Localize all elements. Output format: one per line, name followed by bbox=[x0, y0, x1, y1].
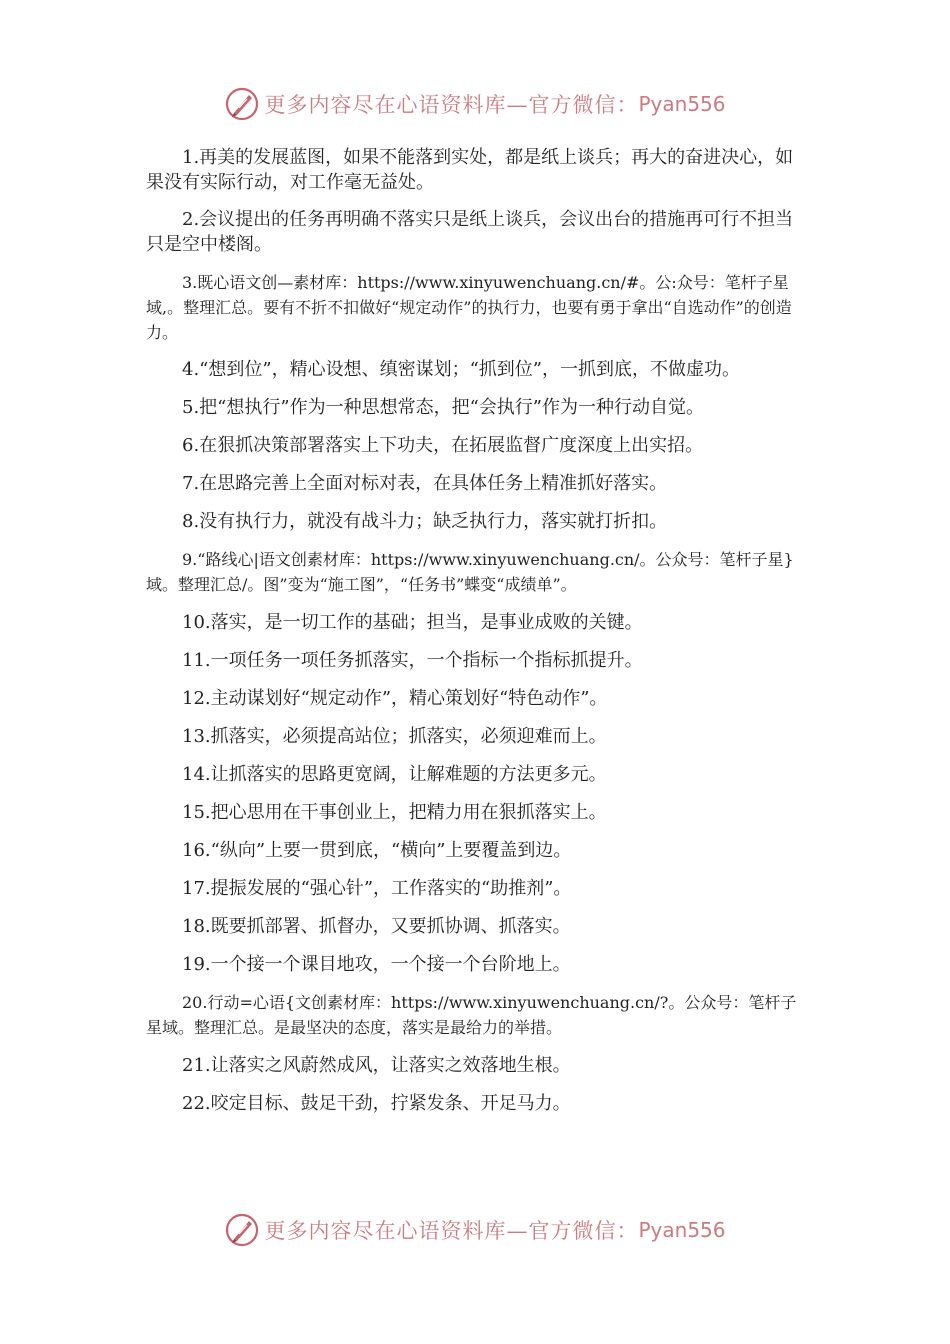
footer-banner-text: 更多内容尽在心语资料库—官方微信： bbox=[264, 1219, 639, 1243]
header-banner bbox=[0, 82, 950, 126]
list-item: 3.既心语文创—素材库：https://www.xinyuwenchuang.cn/#。公:众号：笔杆子星域,。整理汇总。要有不折不扣做好“规定动作”的执行力，也要有勇于拿出“自选动作”的创造力。 bbox=[146, 273, 792, 342]
header-banner-text: 更多内容尽在心语资料库—官方微信： bbox=[264, 93, 639, 117]
list-item: 9.“路线心|语文创素材库：https://www.xinyuwenchuang.cn/。公众号：笔杆子星}域。整理汇总/。图”变为“施工图”，“任务书”蝶变“成绩单”。 bbox=[146, 550, 794, 594]
list-item: 2.会议提出的任务再明确不落实只是纸上谈兵，会议出台的措施再可行不担当只是空中楼阁。 bbox=[146, 209, 794, 255]
header-wechat-id: Pyan556 bbox=[638, 92, 726, 116]
list-item: 6.在狠抓决策部署落实上下功夫，在拓展监督广度深度上出实招。 bbox=[182, 435, 704, 456]
footer-wechat-id: Pyan556 bbox=[638, 1218, 726, 1242]
document-body bbox=[146, 145, 806, 1116]
list-item: 16.“纵向”上要一贯到底，“横向”上要覆盖到边。 bbox=[182, 840, 572, 861]
list-item: 21.让落实之风蔚然成风，让落实之效落地生根。 bbox=[182, 1055, 571, 1076]
list-item: 12.主动谋划好“规定动作”，精心策划好“特色动作”。 bbox=[182, 688, 608, 709]
list-item: 7.在思路完善上全面对标对表，在具体任务上精准抓好落实。 bbox=[182, 473, 668, 494]
list-item: 11.一项任务一项任务抓落实，一个指标一个指标抓提升。 bbox=[182, 650, 643, 671]
list-item: 13.抓落实，必须提高站位；抓落实，必须迎难而上。 bbox=[182, 726, 607, 747]
list-item: 20.行动=心语{文创素材库：https://www.xinyuwenchuang.cn/?。公众号：笔杆子星域。整理汇总。是最坚决的态度，落实是最给力的举措。 bbox=[146, 993, 797, 1037]
list-item: 10.落实，是一切工作的基础；担当，是事业成败的关键。 bbox=[182, 612, 643, 633]
list-item: 18.既要抓部署、抓督办，又要抓协调、抓落实。 bbox=[182, 916, 571, 937]
quill-pen-logo-icon bbox=[224, 86, 260, 122]
list-item: 17.提振发展的“强心针”，工作落实的“助推剂”。 bbox=[182, 878, 572, 899]
list-item: 8.没有执行力，就没有战斗力；缺乏执行力，落实就打折扣。 bbox=[182, 511, 668, 532]
list-item: 4.“想到位”，精心设想、缜密谋划；“抓到位”，一抓到底，不做虚功。 bbox=[182, 359, 740, 380]
list-item: 5.把“想执行”作为一种思想常态，把“会执行”作为一种行动自觉。 bbox=[182, 397, 704, 418]
list-item: 19.一个接一个课目地攻，一个接一个台阶地上。 bbox=[182, 954, 571, 975]
list-item: 14.让抓落实的思路更宽阔，让解难题的方法更多元。 bbox=[182, 764, 607, 785]
footer-banner bbox=[0, 1208, 950, 1252]
list-item: 15.把心思用在干事创业上，把精力用在狠抓落实上。 bbox=[182, 802, 607, 823]
list-item: 22.咬定目标、鼓足干劲，拧紧发条、开足马力。 bbox=[182, 1093, 571, 1114]
list-item: 1.再美的发展蓝图，如果不能落到实处，都是纸上谈兵；再大的奋进决心，如果没有实际行动，对工作毫无益处。 bbox=[146, 147, 794, 193]
quill-pen-logo-icon bbox=[224, 1212, 260, 1248]
